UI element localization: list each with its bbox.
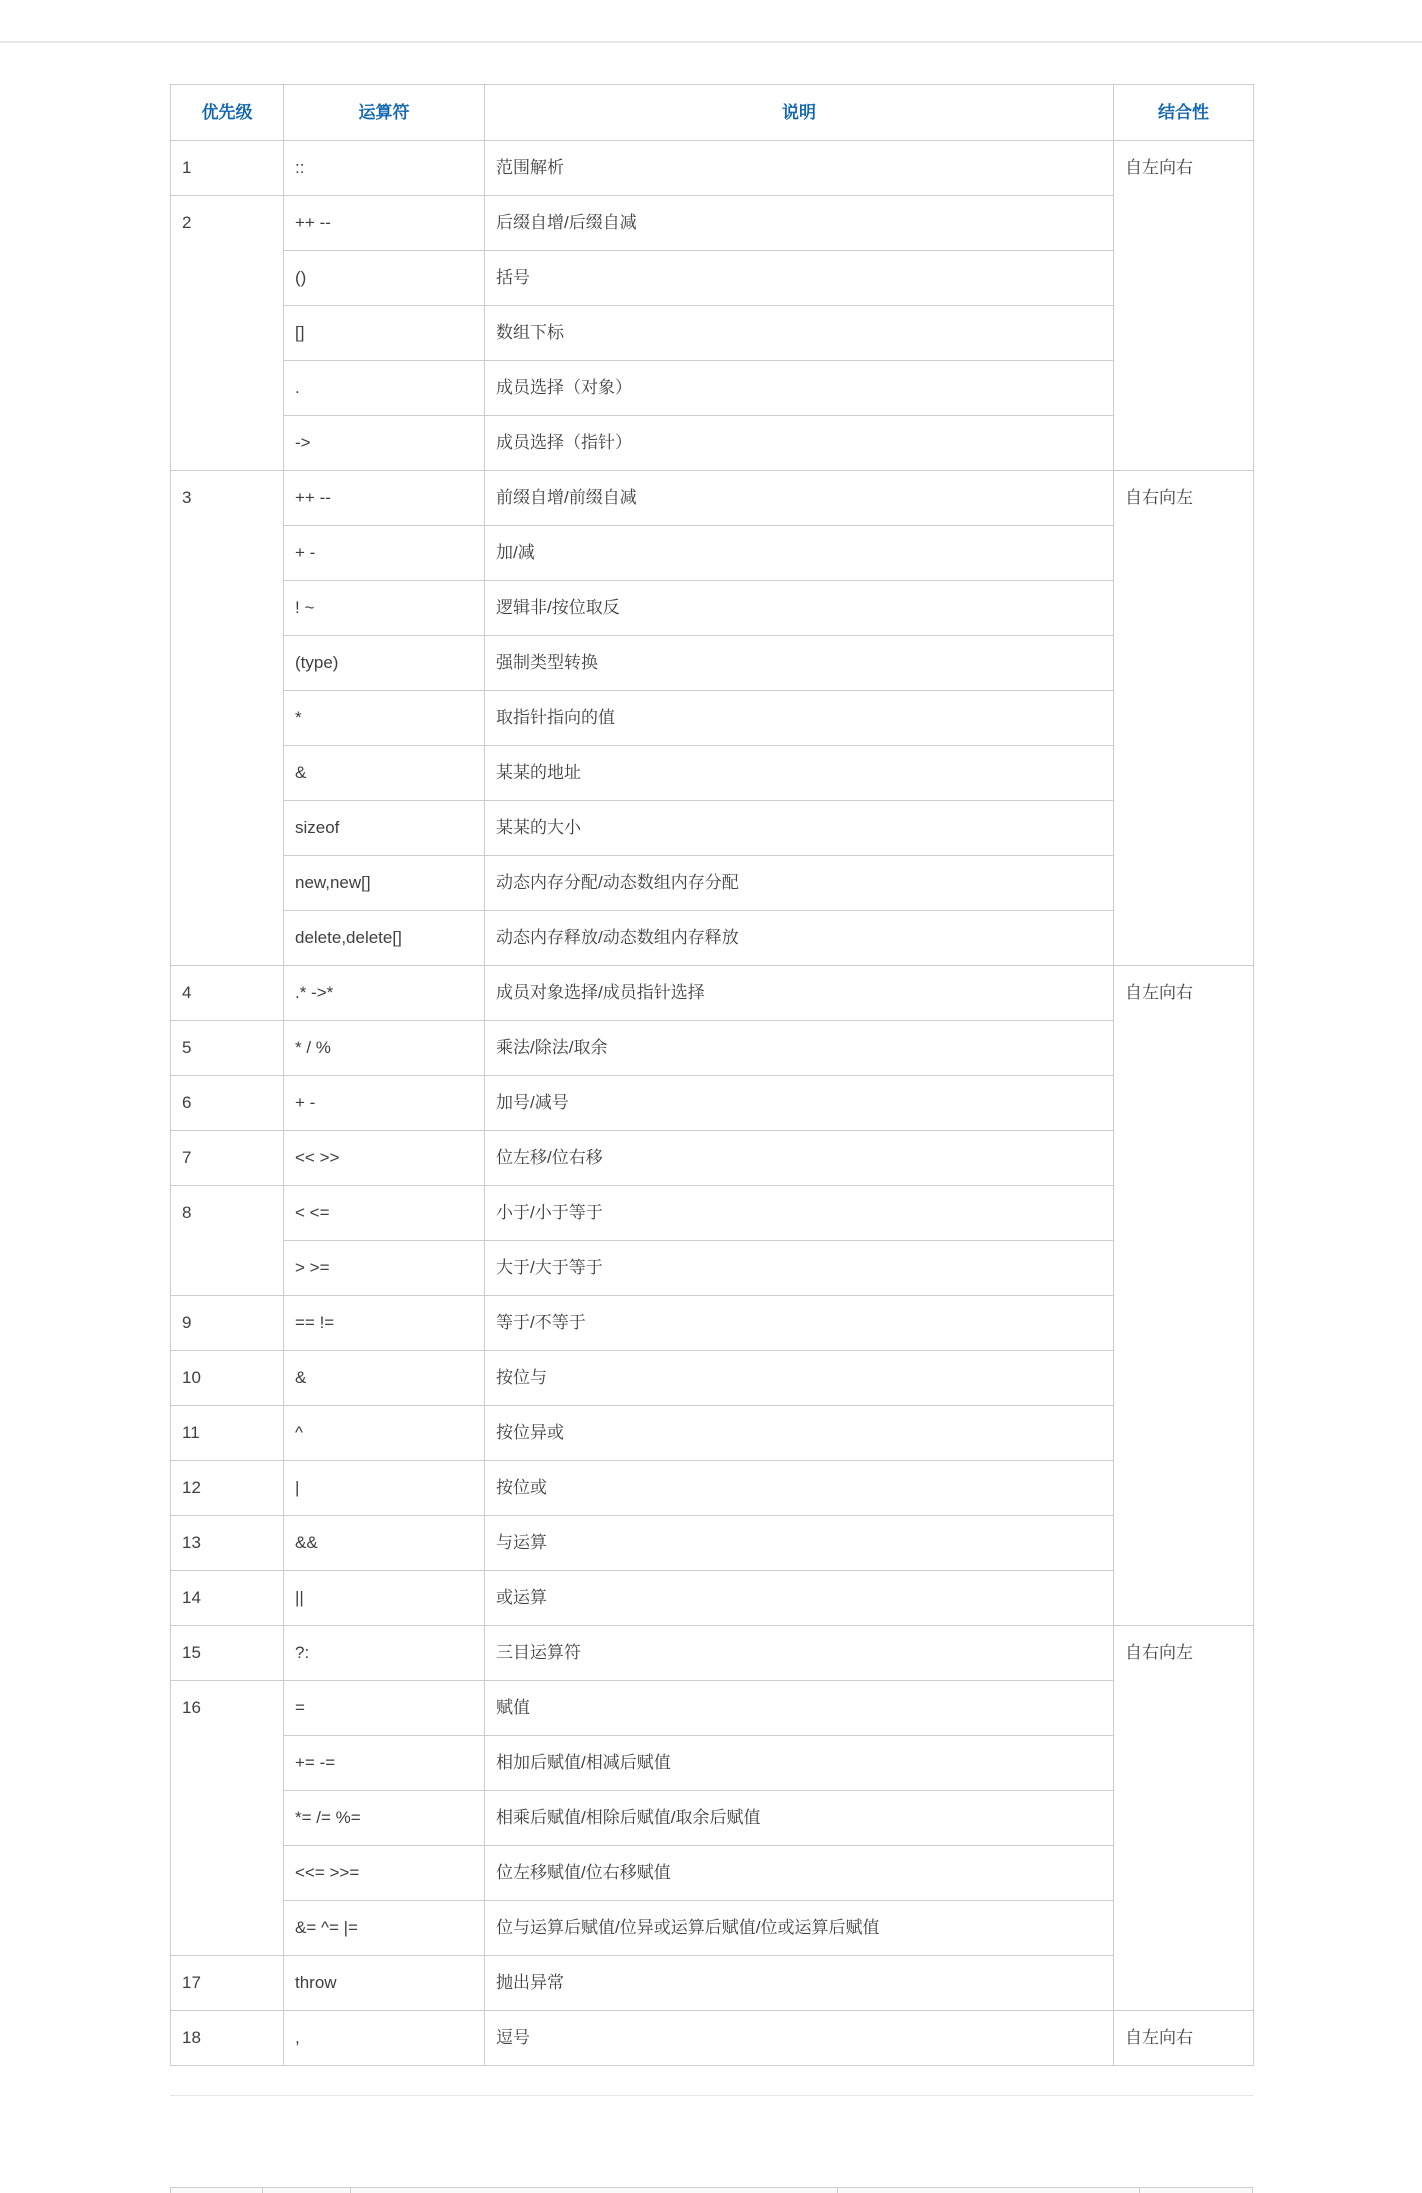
operator-cell: delete,delete[]	[284, 911, 485, 966]
description-cell: 与运算	[485, 1516, 1114, 1571]
operator-cell: []	[284, 306, 485, 361]
table-row	[171, 1846, 1254, 1901]
operator-precedence-table	[170, 84, 1254, 2066]
description-cell: 逗号	[485, 2011, 1114, 2066]
associativity-cell: 自左向右	[1114, 141, 1254, 471]
description-cell: 抛出异常	[485, 1956, 1114, 2011]
next-table-cell	[1139, 2188, 1252, 2193]
table-row	[171, 1736, 1254, 1791]
next-table-preview	[170, 2187, 1253, 2193]
table-row	[171, 636, 1254, 691]
table-row	[171, 1626, 1254, 1681]
description-cell: 按位或	[485, 1461, 1114, 1516]
description-cell: 动态内存分配/动态数组内存分配	[485, 856, 1114, 911]
description-cell: 或运算	[485, 1571, 1114, 1626]
priority-cell: 5	[171, 1021, 284, 1076]
table-row	[171, 856, 1254, 911]
table-row	[171, 1406, 1254, 1461]
next-table-cell	[263, 2188, 351, 2193]
operator-cell: + -	[284, 526, 485, 581]
table-row	[171, 251, 1254, 306]
associativity-cell: 自左向右	[1114, 2011, 1254, 2066]
description-cell: 位左移赋值/位右移赋值	[485, 1846, 1114, 1901]
table-row	[171, 1956, 1254, 2011]
description-cell: 相乘后赋值/相除后赋值/取余后赋值	[485, 1791, 1114, 1846]
table-row	[171, 1461, 1254, 1516]
description-cell: 强制类型转换	[485, 636, 1114, 691]
operator-cell: new,new[]	[284, 856, 485, 911]
description-cell: 取指针指向的值	[485, 691, 1114, 746]
col-header-associativity: 结合性	[1114, 85, 1254, 141]
priority-cell: 3	[171, 471, 284, 966]
table-row	[171, 746, 1254, 801]
table-row	[171, 966, 1254, 1021]
next-table-cell	[351, 2188, 837, 2193]
table-row	[171, 361, 1254, 416]
page-top-divider	[0, 41, 1422, 43]
operator-cell: == !=	[284, 1296, 485, 1351]
operator-cell: *	[284, 691, 485, 746]
description-cell: 某某的地址	[485, 746, 1114, 801]
table-row	[171, 416, 1254, 471]
description-cell: 加/减	[485, 526, 1114, 581]
priority-cell: 6	[171, 1076, 284, 1131]
priority-cell: 14	[171, 1571, 284, 1626]
description-cell: 数组下标	[485, 306, 1114, 361]
next-table-top-edge	[170, 2187, 1253, 2193]
operator-cell: &	[284, 1351, 485, 1406]
description-cell: 位左移/位右移	[485, 1131, 1114, 1186]
table-row	[171, 141, 1254, 196]
operator-cell: << >>	[284, 1131, 485, 1186]
priority-cell: 11	[171, 1406, 284, 1461]
description-cell: 成员选择（对象）	[485, 361, 1114, 416]
table-row	[171, 2011, 1254, 2066]
content-divider	[170, 2095, 1253, 2096]
description-cell: 乘法/除法/取余	[485, 1021, 1114, 1076]
table-row	[171, 1131, 1254, 1186]
priority-cell: 4	[171, 966, 284, 1021]
description-cell: 前缀自增/前缀自减	[485, 471, 1114, 526]
operator-cell: =	[284, 1681, 485, 1736]
table-row	[171, 306, 1254, 361]
operator-cell: += -=	[284, 1736, 485, 1791]
priority-cell: 2	[171, 196, 284, 471]
operator-cell: .* ->*	[284, 966, 485, 1021]
description-cell: 相加后赋值/相减后赋值	[485, 1736, 1114, 1791]
priority-cell: 13	[171, 1516, 284, 1571]
operator-cell: > >=	[284, 1241, 485, 1296]
operator-cell: < <=	[284, 1186, 485, 1241]
description-cell: 动态内存释放/动态数组内存释放	[485, 911, 1114, 966]
associativity-cell: 自左向右	[1114, 966, 1254, 1626]
operator-cell: &&	[284, 1516, 485, 1571]
table-row	[171, 911, 1254, 966]
table-row	[171, 1901, 1254, 1956]
description-cell: 逻辑非/按位取反	[485, 581, 1114, 636]
table-row	[171, 1076, 1254, 1131]
table-row	[171, 1571, 1254, 1626]
operator-cell: *= /= %=	[284, 1791, 485, 1846]
description-cell: 成员选择（指针）	[485, 416, 1114, 471]
operator-cell: throw	[284, 1956, 485, 2011]
description-cell: 某某的大小	[485, 801, 1114, 856]
operator-cell: &= ^= |=	[284, 1901, 485, 1956]
table-row	[171, 1296, 1254, 1351]
table-row	[171, 1516, 1254, 1571]
associativity-cell: 自右向左	[1114, 471, 1254, 966]
table-row	[171, 1791, 1254, 1846]
priority-cell: 18	[171, 2011, 284, 2066]
operator-cell: + -	[284, 1076, 485, 1131]
description-cell: 按位异或	[485, 1406, 1114, 1461]
description-cell: 成员对象选择/成员指针选择	[485, 966, 1114, 1021]
operator-cell: sizeof	[284, 801, 485, 856]
operator-cell: ! ~	[284, 581, 485, 636]
operator-cell: ?:	[284, 1626, 485, 1681]
next-table-cell	[171, 2188, 263, 2193]
associativity-cell: 自右向左	[1114, 1626, 1254, 2011]
description-cell: 位与运算后赋值/位异或运算后赋值/位或运算后赋值	[485, 1901, 1114, 1956]
col-header-priority: 优先级	[171, 85, 284, 141]
description-cell: 等于/不等于	[485, 1296, 1114, 1351]
table-row	[171, 1021, 1254, 1076]
priority-cell: 1	[171, 141, 284, 196]
table-row	[171, 1351, 1254, 1406]
description-cell: 后缀自增/后缀自减	[485, 196, 1114, 251]
table-row	[171, 196, 1254, 251]
table-row	[171, 581, 1254, 636]
operator-cell: ()	[284, 251, 485, 306]
table-row	[171, 1241, 1254, 1296]
operator-cell: ,	[284, 2011, 485, 2066]
description-cell: 三目运算符	[485, 1626, 1114, 1681]
description-cell: 小于/小于等于	[485, 1186, 1114, 1241]
table-row	[171, 526, 1254, 581]
table-body	[171, 141, 1254, 2066]
col-header-operator: 运算符	[284, 85, 485, 141]
table-row	[171, 1681, 1254, 1736]
table-header-row	[171, 85, 1254, 141]
col-header-description: 说明	[485, 85, 1114, 141]
description-cell: 加号/减号	[485, 1076, 1114, 1131]
description-cell: 按位与	[485, 1351, 1114, 1406]
operator-cell: ++ --	[284, 471, 485, 526]
table-row	[171, 691, 1254, 746]
operator-cell: <<= >>=	[284, 1846, 485, 1901]
priority-cell: 8	[171, 1186, 284, 1296]
description-cell: 括号	[485, 251, 1114, 306]
priority-cell: 16	[171, 1681, 284, 1956]
next-table-header-row	[171, 2188, 1253, 2193]
description-cell: 大于/大于等于	[485, 1241, 1114, 1296]
next-table-cell	[837, 2188, 1139, 2193]
description-cell: 范围解析	[485, 141, 1114, 196]
priority-cell: 17	[171, 1956, 284, 2011]
operator-cell: |	[284, 1461, 485, 1516]
priority-cell: 10	[171, 1351, 284, 1406]
priority-cell: 9	[171, 1296, 284, 1351]
operator-cell: ->	[284, 416, 485, 471]
table-row	[171, 1186, 1254, 1241]
operator-cell: ::	[284, 141, 485, 196]
table-row	[171, 801, 1254, 856]
operator-cell: ||	[284, 1571, 485, 1626]
priority-cell: 7	[171, 1131, 284, 1186]
operator-cell: ^	[284, 1406, 485, 1461]
operator-cell: * / %	[284, 1021, 485, 1076]
priority-cell: 15	[171, 1626, 284, 1681]
operator-cell: .	[284, 361, 485, 416]
description-cell: 赋值	[485, 1681, 1114, 1736]
operator-cell: ++ --	[284, 196, 485, 251]
operator-cell: (type)	[284, 636, 485, 691]
priority-cell: 12	[171, 1461, 284, 1516]
operator-cell: &	[284, 746, 485, 801]
table-row	[171, 471, 1254, 526]
